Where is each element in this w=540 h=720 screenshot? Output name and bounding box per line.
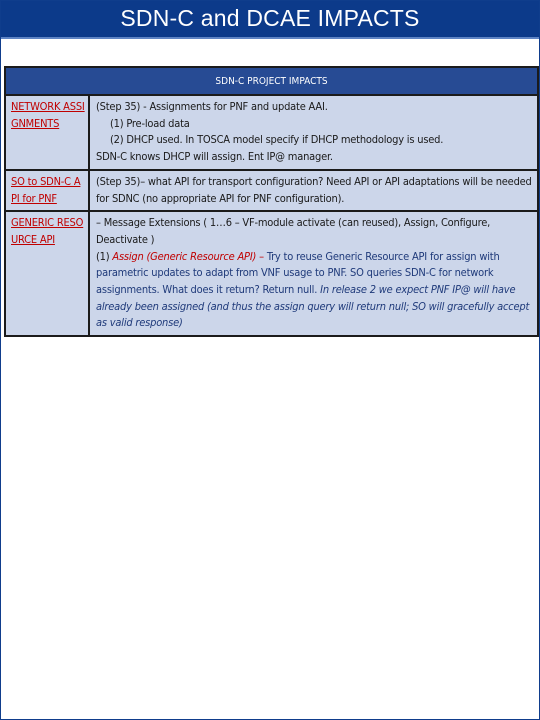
row-label-network-assignments[interactable]: NETWORK ASSIGNMENTS bbox=[5, 95, 89, 170]
table-row bbox=[5, 170, 538, 211]
title-bar bbox=[1, 1, 539, 39]
item-number: (1) bbox=[96, 249, 113, 263]
row-line: SDN-C knows DHCP will assign. Ent IP@ manager. bbox=[96, 150, 333, 164]
impacts-table bbox=[4, 66, 539, 337]
row-label-generic-resource-api[interactable]: GENERIC RESOURCE API bbox=[5, 211, 89, 336]
dash: – bbox=[256, 249, 267, 263]
row-content-network-assignments bbox=[89, 95, 538, 170]
slide-title: SDN-C and DCAE IMPACTS bbox=[120, 5, 420, 31]
table-header: SDN-C PROJECT IMPACTS bbox=[5, 67, 538, 95]
reuse-note: Try to reuse Generic Resource API for assign with parametric updates to adapt from VNF usage to PNF. SO queries SDN-C for network assignments. What does it return? Return null. bbox=[96, 249, 500, 297]
row-content-so-to-sdnc-api: (Step 35)– what API for transport configuration? Need API or API adaptations will be needed for SDNC (no appropriate API for PNF configuration). bbox=[89, 170, 538, 211]
table-row bbox=[5, 211, 538, 336]
row-intro: – Message Extensions ( 1…6 – VF-module activate (can reused), Assign, Configure, Deactivate ) bbox=[96, 216, 491, 246]
table-header-row bbox=[5, 67, 538, 95]
row-line: (Step 35) - Assignments for PNF and update AAI. bbox=[96, 100, 328, 113]
assign-highlight: Assign (Generic Resource API) bbox=[112, 249, 257, 263]
row-label-so-to-sdnc-api[interactable]: SO to SDN-C API for PNF bbox=[5, 170, 89, 211]
row-line: (1) Pre-load data bbox=[110, 116, 190, 130]
row-content-generic-resource-api bbox=[89, 211, 538, 336]
release-note: In release 2 we expect PNF IP@ will have already been assigned (and thus the assign query will return null; SO will gracefully accept as valid response) bbox=[96, 283, 530, 330]
row-line: (2) DHCP used. In TOSCA model specify if DHCP methodology is used. bbox=[110, 133, 444, 147]
table-row bbox=[5, 95, 538, 170]
